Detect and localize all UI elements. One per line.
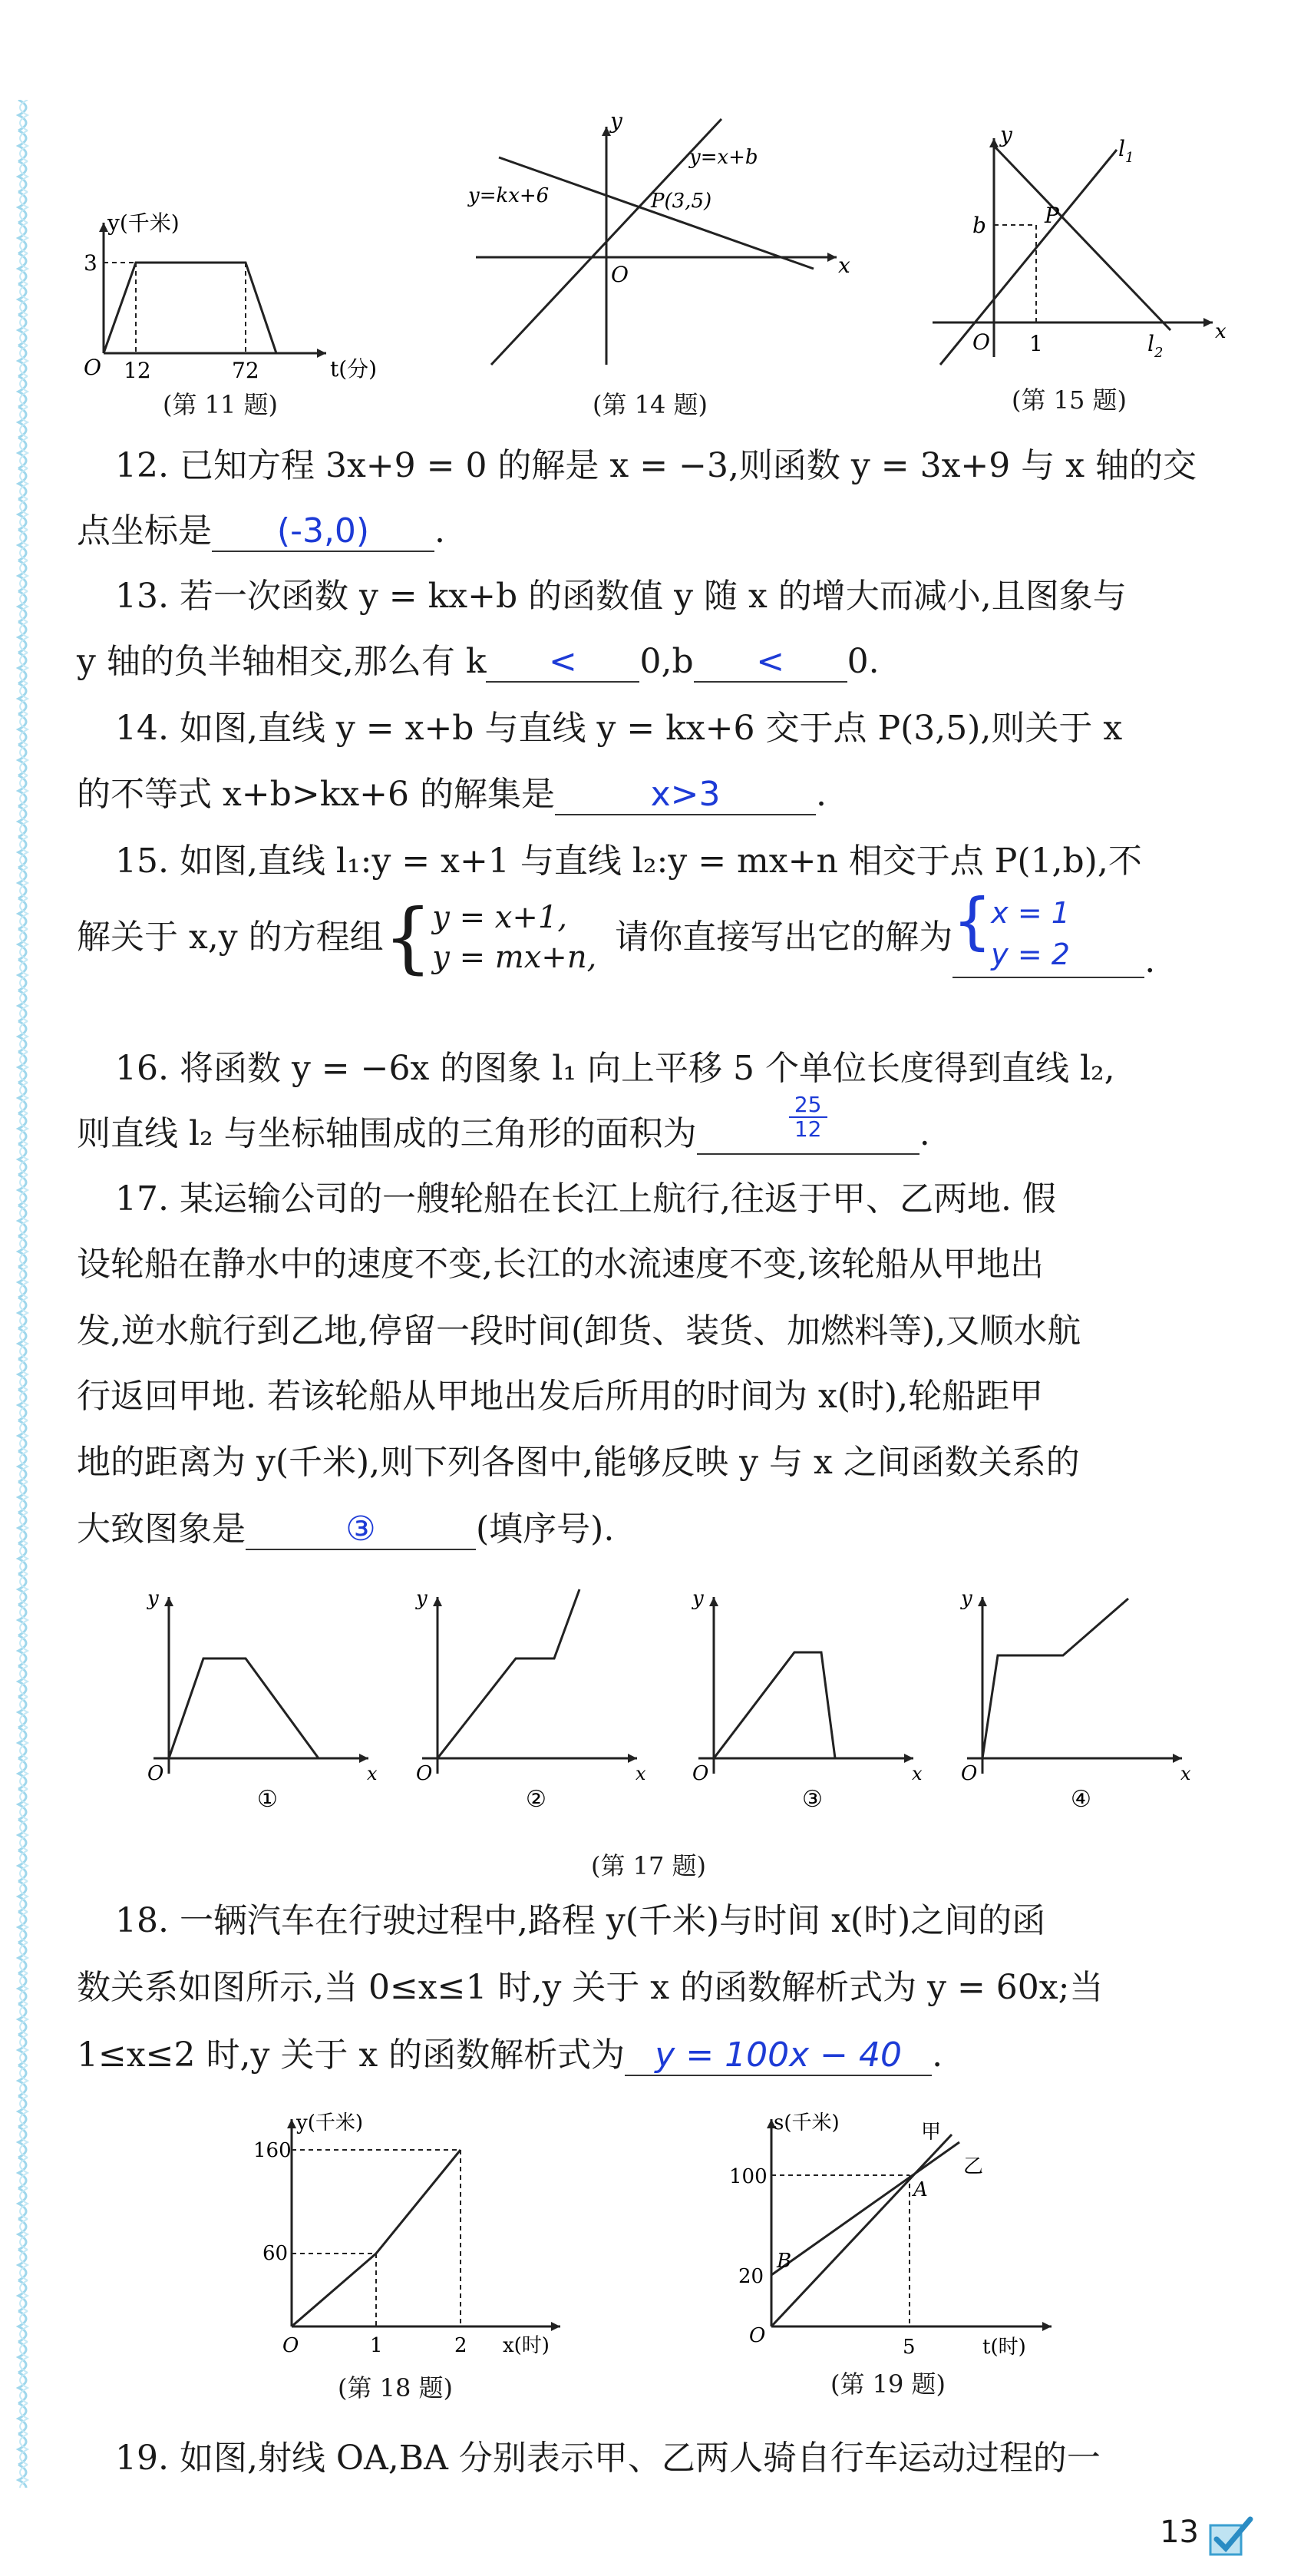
fig14-xlabel: x: [838, 253, 850, 278]
fig18-ytick-60: 60: [262, 2242, 289, 2265]
fig11-xtick-72: 72: [232, 358, 259, 383]
figure-18: [230, 2108, 599, 2361]
fig11-xtick-12: 12: [124, 358, 151, 383]
q17-g4-origin: O: [961, 1762, 978, 1785]
figure-15: [917, 127, 1232, 372]
fig19-label-B: B: [777, 2250, 792, 2273]
fig15-xtick: 1: [1029, 331, 1043, 356]
q17-line4: 行返回甲地. 若该轮船从甲地出发后所用的时间为 x(时),轮船距甲: [77, 1377, 1044, 1416]
q17-g3-origin: O: [692, 1762, 709, 1785]
fig18-xtick-2: 2: [454, 2334, 467, 2357]
q13-line1: 13. 若一次函数 y = kx+b 的函数值 y 随 x 的增大而减小,且图象与: [115, 577, 1127, 616]
fig14-point-label: P(3,5): [651, 190, 712, 213]
q17-line6: 大致图象是 ③ (填序号).: [77, 1510, 615, 1549]
q17-line5: 地的距离为 y(千米),则下列各图中,能够反映 y 与 x 之间函数关系的: [77, 1443, 1080, 1482]
q13-answer-k: <: [486, 642, 639, 683]
fig11-ylabel: y(千米): [107, 210, 180, 236]
q18-line3: 1≤x≤2 时,y 关于 x 的函数解析式为 y = 100x − 40 .: [77, 2035, 943, 2075]
q12-answer: (-3,0): [212, 511, 434, 552]
q17-graph-2: [422, 1589, 637, 1774]
q16-line2: 则直线 l₂ 与坐标轴围成的三角形的面积为 25 12 .: [77, 1092, 930, 1153]
q15-line2: 解关于 x,y 的方程组{y = x+1, y = mx+n, 请你直接写出它的解为 { x = 1 y = 2 .: [77, 885, 1156, 982]
q17-g1-ylabel: y: [147, 1587, 159, 1610]
fig18-origin: O: [282, 2334, 299, 2357]
q15-eq2: y = mx+n,: [432, 940, 597, 975]
fig18-ylabel: y(千米): [296, 2111, 363, 2135]
q17-g3-ylabel: y: [692, 1587, 704, 1610]
q17-g2-ylabel: y: [416, 1587, 428, 1610]
fig18-ytick-160: 160: [253, 2139, 292, 2162]
fig15-point-label: P: [1045, 203, 1059, 228]
q16-answer-denominator: 12: [794, 1116, 822, 1142]
fig19-caption: (第 19 题): [830, 2369, 946, 2399]
q17-g3-xlabel: x: [912, 1763, 923, 1784]
q12-line1: 12. 已知方程 3x+9 = 0 的解是 x = −3,则函数 y = 3x+9 与 x 轴的交: [115, 446, 1197, 485]
q18-answer: y = 100x − 40: [625, 2035, 932, 2076]
fig19-origin: O: [749, 2324, 766, 2347]
fig19-xtick-5: 5: [903, 2336, 916, 2359]
page-number: 13: [1160, 2515, 1199, 2550]
q13-answer-b: <: [694, 642, 847, 683]
q14-line1: 14. 如图,直线 y = x+b 与直线 y = kx+6 交于点 P(3,5),则关于 x: [115, 709, 1123, 748]
fig19-ytick-20: 20: [738, 2265, 764, 2288]
q17-graph-3: [698, 1597, 913, 1774]
fig19-label-yi: 乙: [963, 2155, 984, 2178]
q17-graph-label-4: ④: [1071, 1786, 1091, 1812]
q17-g2-xlabel: x: [636, 1763, 646, 1784]
q16-line1: 16. 将函数 y = −6x 的图象 l₁ 向上平移 5 个单位长度得到直线 l₂,: [115, 1049, 1115, 1088]
q17-graph-label-1: ①: [257, 1786, 278, 1812]
q17-line3: 发,逆水航行到乙地,停留一段时间(卸货、装货、加燃料等),又顺水航: [77, 1311, 1081, 1351]
q17-graph-label-3: ③: [802, 1786, 823, 1812]
q17-answer: ③: [246, 1510, 476, 1550]
fig11-xlabel: t(分): [330, 356, 378, 382]
q17-graph-label-2: ②: [526, 1786, 546, 1812]
fig19-ylabel: s(千米): [774, 2111, 840, 2135]
page-border-decoration: [11, 100, 41, 2488]
fig14-caption: (第 14 题): [593, 390, 708, 419]
fig15-l1-label: $l_1$: [1118, 136, 1134, 166]
q13-line2: y 轴的负半轴相交,那么有 k < 0,b < 0.: [77, 642, 880, 681]
q17-line2: 设轮船在静水中的速度不变,长江的水流速度不变,该轮船从甲地出: [77, 1245, 1044, 1284]
q14-line2: 的不等式 x+b>kx+6 的解集是 x>3 .: [77, 775, 827, 814]
q16-answer-numerator: 25: [794, 1092, 822, 1117]
q17-g2-origin: O: [416, 1762, 433, 1785]
fig14-ylabel: y: [610, 111, 622, 134]
q18-line2: 数关系如图所示,当 0≤x≤1 时,y 关于 x 的函数解析式为 y = 60x;当: [77, 1968, 1104, 2007]
fig15-ylabel: y: [1000, 127, 1012, 147]
q17-g1-origin: O: [147, 1762, 164, 1785]
q17-g4-ylabel: y: [961, 1587, 972, 1610]
q15-line1: 15. 如图,直线 l₁:y = x+1 与直线 l₂:y = mx+n 相交于点 P(1,b),不: [115, 842, 1142, 881]
q14-answer: x>3: [555, 775, 816, 815]
fig14-line1-label: y=x+b: [689, 146, 758, 169]
q15-eq1: y = x+1,: [432, 900, 568, 935]
q17-g4-xlabel: x: [1180, 1763, 1191, 1784]
q17-line1: 17. 某运输公司的一艘轮船在长江上航行,往返于甲、乙两地. 假: [115, 1179, 1056, 1219]
q19-line1: 19. 如图,射线 OA,BA 分别表示甲、乙两人骑自行车运动过程的一: [115, 2439, 1101, 2478]
q17-caption: (第 17 题): [591, 1851, 707, 1880]
q17-graph-4: [967, 1597, 1182, 1774]
fig15-l2-label: $l_2$: [1147, 331, 1164, 361]
fig19-xlabel: t(时): [982, 2336, 1026, 2359]
fig18-caption: (第 18 题): [338, 2373, 454, 2402]
q12-line2: 点坐标是 (-3,0) .: [77, 511, 445, 551]
checkmark-icon: [1206, 2513, 1256, 2559]
q18-line1: 18. 一辆汽车在行驶过程中,路程 y(千米)与时间 x(时)之间的函: [115, 1901, 1046, 1940]
fig19-label-A: A: [913, 2178, 928, 2201]
fig18-xtick-1: 1: [370, 2334, 383, 2357]
fig18-xlabel: x(时): [503, 2334, 550, 2357]
figure-11: [73, 192, 434, 384]
fig15-caption: (第 15 题): [1012, 385, 1127, 415]
figure-19: [721, 2108, 1121, 2361]
fig11-origin: O: [84, 355, 101, 380]
fig14-line2-label: y=kx+6: [468, 184, 550, 207]
fig11-ytick: 3: [84, 250, 97, 276]
fig14-origin: O: [611, 262, 629, 287]
q17-g1-xlabel: x: [367, 1763, 378, 1784]
fig19-label-jia: 甲: [921, 2121, 942, 2144]
fig15-xlabel: x: [1215, 320, 1227, 343]
fig19-ytick-100: 100: [729, 2165, 768, 2188]
q17-graph-1: [154, 1597, 368, 1774]
fig15-b-label: b: [972, 213, 986, 238]
q15-answer-x: x = 1: [991, 896, 1070, 930]
figure-14: [461, 111, 860, 372]
q15-answer-y: y = 2: [991, 937, 1070, 971]
fig15-origin: O: [972, 329, 990, 355]
q17-graphs: [107, 1582, 1228, 1812]
fig11-caption: (第 11 题): [163, 390, 279, 419]
